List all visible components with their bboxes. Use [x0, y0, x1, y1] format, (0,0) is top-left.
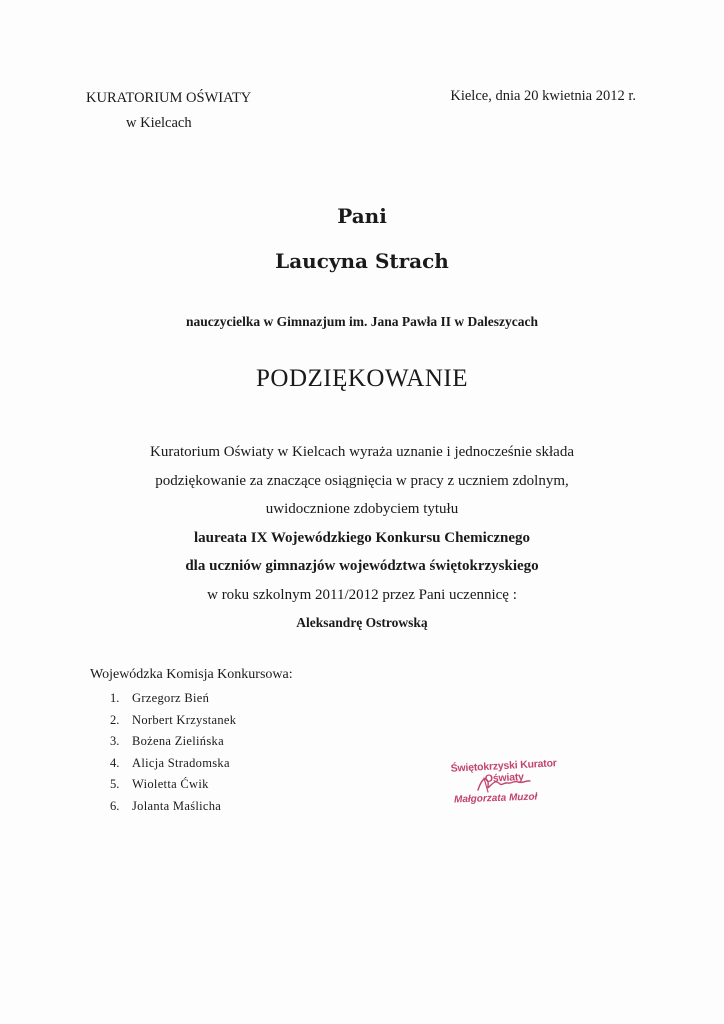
document-body: [0, 438, 724, 638]
body-line: uwidocznione zdobyciem tytułu: [265, 501, 459, 517]
stamp-title: Świętokrzyski Kurator Oświaty: [450, 757, 557, 786]
list-item: 5. Wioletta Ćwik: [110, 777, 209, 791]
committee-members-list: [110, 688, 236, 817]
list-item: 4. Alicja Stradomska: [110, 755, 230, 770]
stamp-signatory: Małgorzata Muzoł: [453, 791, 538, 806]
body-line-bold: laureata IX Wojewódzkiego Konkursu Chemicznego: [193, 529, 531, 546]
body-line: Kuratorium Oświaty w Kielcach wyraża uznanie i jednocześnie składa: [150, 444, 574, 460]
issuer-block: [86, 86, 286, 136]
document-title: PODZIĘKOWANIE: [255, 365, 469, 392]
committee-heading: Wojewódzka Komisja Konkursowa:: [90, 667, 293, 682]
issuer-city: w Kielcach: [126, 115, 192, 131]
list-item: 1. Grzegorz Bień: [110, 691, 210, 705]
body-line-bold: dla uczniów gimnazjów województwa świętokrzyskiego: [185, 558, 539, 574]
body-line: podziękowanie za znaczące osiągnięcia w pracy z uczniem zdolnym,: [155, 472, 569, 489]
list-item: 6. Jolanta Maślicha: [110, 798, 222, 813]
body-line: w roku szkolnym 2011/2012 przez Pani uczennicę :: [207, 586, 517, 603]
student-name: Aleksandrę Ostrowską: [296, 615, 428, 630]
official-stamp: [436, 757, 572, 810]
list-item: 3. Bożena Zielińska: [110, 734, 224, 748]
recipient-salutation: Pani: [337, 204, 387, 228]
recipient-position: nauczycielka w Gimnazjum im. Jana Pawła II w Daleszycach: [185, 314, 539, 329]
issuer-name: KURATORIUM OŚWIATY: [86, 90, 252, 106]
list-item: 2. Norbert Krzystanek: [110, 712, 237, 727]
document-date: Kielce, dnia 20 kwietnia 2012 r.: [450, 88, 636, 104]
recipient-name: Laucyna Strach: [275, 249, 449, 273]
